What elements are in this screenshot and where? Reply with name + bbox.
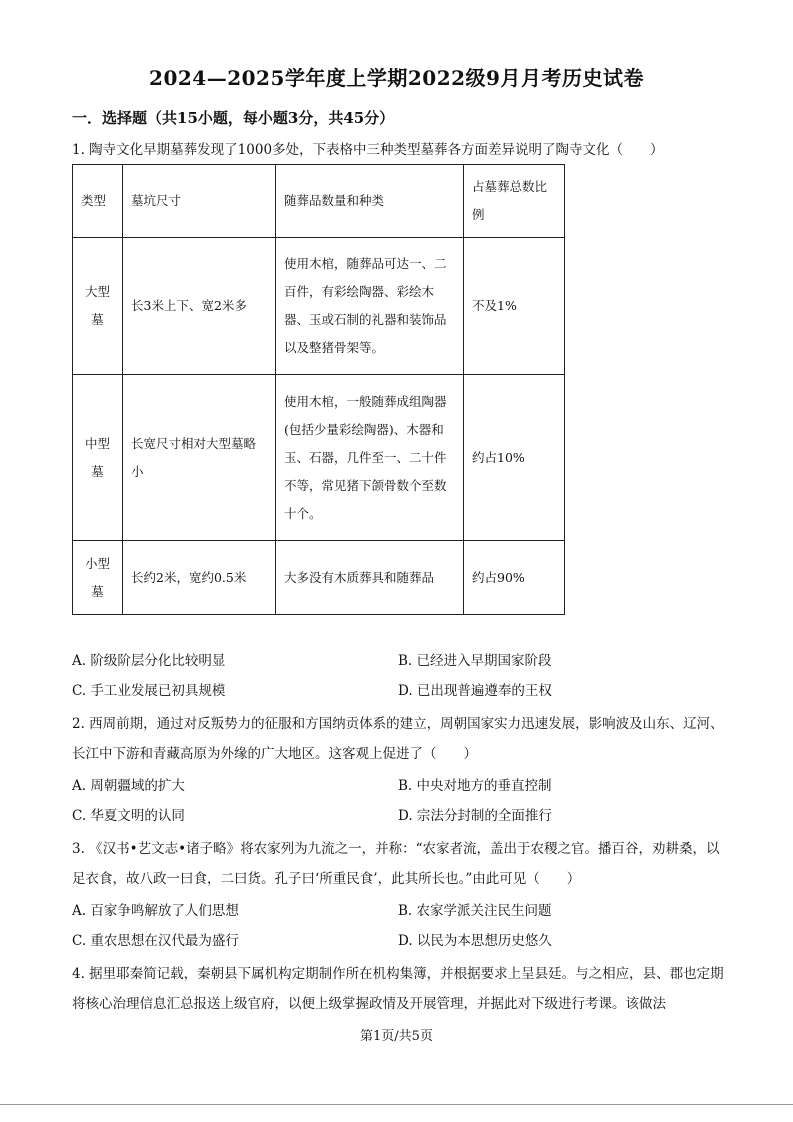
bottom-divider — [0, 1104, 793, 1105]
question-1-stem: 1. 陶寺文化早期墓葬发现了1000多处，下表格中三种类型墓葬各方面差异说明了陶寺文化（ ） — [72, 142, 664, 158]
q3-option-d[interactable]: D. 以民为本思想历史悠久 — [398, 933, 552, 949]
row-ratio: 约占90% — [464, 541, 565, 615]
q1-option-c[interactable]: C. 手工业发展已初具规模 — [72, 683, 226, 699]
q2-option-b[interactable]: B. 中央对地方的垂直控制 — [398, 778, 552, 794]
section-heading: 一．选择题（共15小题，每小题3分，共45分） — [72, 109, 395, 127]
row-type: 大型墓 — [73, 238, 123, 375]
q3-option-a[interactable]: A. 百家争鸣解放了人们思想 — [72, 903, 239, 919]
row-size: 长3米上下、宽2米多 — [123, 238, 276, 375]
q1-option-a[interactable]: A. 阶级阶层分化比较明显 — [72, 653, 226, 669]
row-type: 中型墓 — [73, 375, 123, 541]
question-4-stem: 4. 据里耶秦简记载，秦朝县下属机构定期制作所在机构集簿，并根据要求上呈县廷。与之相应，县、郡也定期将核心治理信息汇总报送上级官府，以便上级掌握政情及开展管理，并据此对下级进行考课。该做法 — [72, 966, 724, 1012]
q1-option-d[interactable]: D. 已出现普遍遵奉的王权 — [398, 683, 552, 699]
q2-option-a[interactable]: A. 周朝疆域的扩大 — [72, 778, 185, 794]
q2-option-c[interactable]: C. 华夏文明的认同 — [72, 808, 185, 824]
table-row — [73, 375, 565, 541]
row-items: 大多没有木质葬具和随葬品 — [276, 541, 464, 615]
row-items: 使用木棺，随葬品可达一、二百件，有彩绘陶器、彩绘木器、玉或石制的礼器和装饰品以及整猪骨架等。 — [276, 238, 464, 375]
row-size: 长约2米，宽约0.5米 — [123, 541, 276, 615]
q1-option-b[interactable]: B. 已经进入早期国家阶段 — [398, 653, 552, 669]
q2-option-d[interactable]: D. 宗法分封制的全面推行 — [398, 808, 552, 824]
table-row — [73, 541, 565, 615]
header-type: 类型 — [73, 165, 123, 238]
table-header-row — [73, 165, 565, 238]
question-3-stem: 3. 《汉书•艺文志•诸子略》将农家列为九流之一，并称：“农家者流，盖出于农稷之官。播百谷，劝耕桑，以足衣食，故八政一曰食，二曰货。孔子曰‘所重民食’，此其所长也。”由此可见（ ） — [72, 841, 720, 887]
row-type: 小型墓 — [73, 541, 123, 615]
row-ratio: 约占10% — [464, 375, 565, 541]
page-footer: 第1页/共5页 — [360, 1029, 433, 1044]
header-ratio: 占墓葬总数比例 — [464, 165, 565, 238]
q3-option-b[interactable]: B. 农家学派关注民生问题 — [398, 903, 552, 919]
header-size: 墓坑尺寸 — [123, 165, 276, 238]
q3-option-c[interactable]: C. 重农思想在汉代最为盛行 — [72, 933, 239, 949]
header-items: 随葬品数量和种类 — [276, 165, 464, 238]
table-row — [73, 238, 565, 375]
row-ratio: 不及1% — [464, 238, 565, 375]
tomb-table — [72, 164, 565, 615]
exam-title: 2024—2025学年度上学期2022级9月月考历史试卷 — [149, 66, 644, 90]
row-size: 长宽尺寸相对大型墓略小 — [123, 375, 276, 541]
question-2-stem: 2. 西周前期，通过对反叛势力的征服和方国纳贡体系的建立，周朝国家实力迅速发展，影响波及山东、辽河、长江中下游和青藏高原为外缘的广大地区。这客观上促进了（ ） — [72, 716, 724, 762]
row-items: 使用木棺，一般随葬成组陶器(包括少量彩绘陶器)、木器和玉、石器，几件至一、二十件不等，常见猪下颌骨数个至数十个。 — [276, 375, 464, 541]
